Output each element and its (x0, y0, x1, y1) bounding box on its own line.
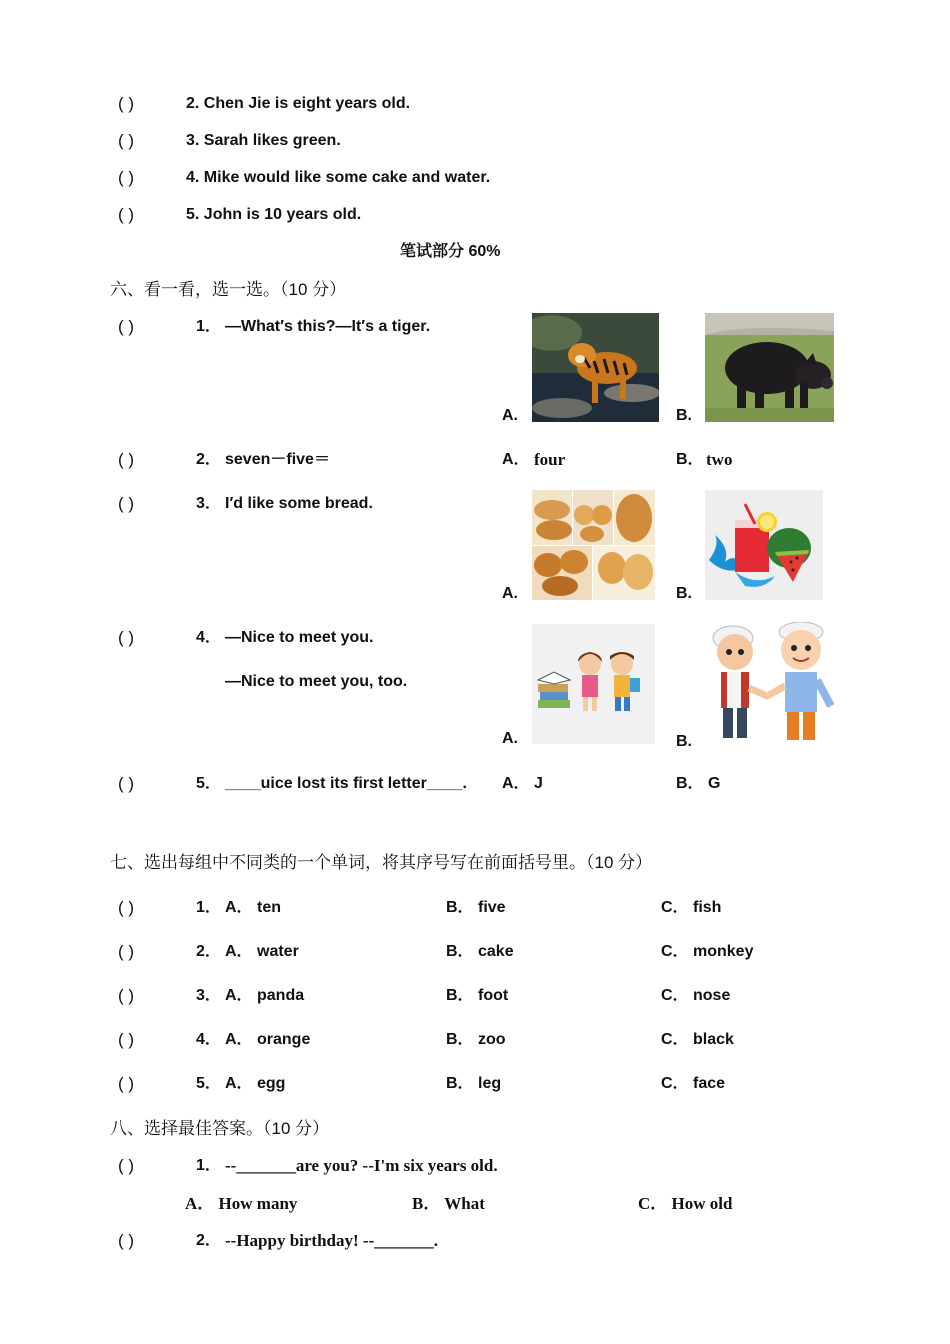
q6-2-text: seven－five＝ (225, 451, 330, 468)
q8-1-option-a[interactable]: A． How many (185, 1194, 298, 1213)
q7-option-c[interactable]: C． black (661, 1031, 734, 1048)
q6-2-number: 2． (196, 451, 221, 468)
q7-option-a[interactable]: A． egg (225, 1075, 286, 1092)
q7-option-b[interactable]: B． five (446, 899, 506, 916)
q7-option-a[interactable]: A． ten (225, 899, 282, 916)
answer-bracket[interactable]: ( ) (118, 628, 135, 647)
tf-item-5: 5. John is 10 years old. (186, 206, 362, 223)
answer-bracket[interactable]: ( ) (118, 168, 135, 187)
q7-option-c[interactable]: C． monkey (661, 943, 754, 960)
q7-number: 5． (196, 1075, 221, 1092)
q7-number: 4． (196, 1031, 221, 1048)
answer-bracket[interactable]: ( ) (118, 205, 135, 224)
answer-bracket[interactable]: ( ) (118, 131, 135, 150)
q6-4-line1: —Nice to meet you. (225, 629, 374, 646)
q8-1-option-c[interactable]: C． How old (638, 1194, 733, 1213)
q7-option-c[interactable]: C． fish (661, 899, 722, 916)
section-8-heading: 八、选择最佳答案。（10 分） (110, 1119, 330, 1138)
tiger-image[interactable] (532, 313, 659, 422)
q7-option-b[interactable]: B． leg (446, 1075, 502, 1092)
juice-watermelon-image[interactable] (705, 490, 823, 600)
tf-item-4: 4. Mike would like some cake and water. (186, 169, 491, 186)
answer-bracket[interactable]: ( ) (118, 986, 135, 1005)
q8-1-text: --_______are you? --I'm six years old. (225, 1156, 498, 1175)
q6-1-text: —What′s this?—It′s a tiger. (225, 318, 431, 335)
option-b-label: B． (676, 451, 704, 468)
tf-item-3: 3. Sarah likes green. (186, 132, 341, 149)
q8-2-text: --Happy birthday! --_______. (225, 1231, 438, 1250)
q8-1-option-b[interactable]: B． What (412, 1194, 485, 1213)
q7-option-b[interactable]: B． cake (446, 943, 514, 960)
q8-1-number: 1． (196, 1157, 221, 1174)
answer-bracket[interactable]: ( ) (118, 774, 135, 793)
answer-bracket[interactable]: ( ) (118, 1231, 135, 1250)
answer-bracket[interactable]: ( ) (118, 450, 135, 469)
tf-item-2: 2. Chen Jie is eight years old. (186, 95, 411, 112)
answer-bracket[interactable]: ( ) (118, 494, 135, 513)
q6-5-text: ____uice lost its first letter____. (225, 775, 467, 792)
q7-number: 3． (196, 987, 221, 1004)
option-b-g[interactable]: B． G (676, 775, 721, 792)
answer-bracket[interactable]: ( ) (118, 1156, 135, 1175)
answer-bracket[interactable]: ( ) (118, 317, 135, 336)
q6-3-text: I′d like some bread. (225, 495, 373, 512)
option-b-label: B. (676, 585, 692, 602)
section-6-heading: 六、看一看，选一选。（10 分） (110, 280, 347, 299)
q7-number: 1． (196, 899, 221, 916)
answer-bracket[interactable]: ( ) (118, 898, 135, 917)
q7-option-b[interactable]: B． foot (446, 987, 509, 1004)
answer-bracket[interactable]: ( ) (118, 1030, 135, 1049)
pig-image[interactable] (705, 313, 834, 422)
children-books-image[interactable] (532, 624, 655, 744)
q7-number: 2． (196, 943, 221, 960)
option-a-four[interactable]: four (534, 450, 566, 469)
answer-bracket[interactable]: ( ) (118, 942, 135, 961)
q6-4-line2: —Nice to meet you, too. (225, 673, 408, 690)
option-b-label: B. (676, 733, 692, 750)
q7-option-a[interactable]: A． orange (225, 1031, 311, 1048)
q6-1-number: 1． (196, 318, 221, 335)
option-a-label: A. (502, 407, 518, 424)
option-a-label: A. (502, 585, 518, 602)
option-a-label: A. (502, 730, 518, 747)
option-b-label: B. (676, 407, 692, 424)
q7-option-a[interactable]: A． panda (225, 987, 305, 1004)
q7-option-b[interactable]: B． zoo (446, 1031, 506, 1048)
answer-bracket[interactable]: ( ) (118, 1074, 135, 1093)
q8-2-number: 2． (196, 1232, 221, 1249)
boys-handshake-image[interactable] (705, 622, 838, 748)
option-b-two[interactable]: two (706, 450, 733, 469)
option-a-label: A． (502, 451, 530, 468)
section-7-heading: 七、选出每组中不同类的一个单词，将其序号写在前面括号里。（10 分） (110, 853, 653, 872)
q6-3-number: 3． (196, 495, 221, 512)
q6-5-number: 5． (196, 775, 221, 792)
answer-bracket[interactable]: ( ) (118, 94, 135, 113)
q7-option-c[interactable]: C． face (661, 1075, 726, 1092)
q7-option-a[interactable]: A． water (225, 943, 299, 960)
bread-image[interactable] (532, 490, 655, 600)
written-section-title: 笔试部分 60% (400, 243, 501, 260)
option-a-j[interactable]: A． J (502, 775, 543, 792)
q7-option-c[interactable]: C． nose (661, 987, 731, 1004)
q6-4-number: 4． (196, 629, 221, 646)
